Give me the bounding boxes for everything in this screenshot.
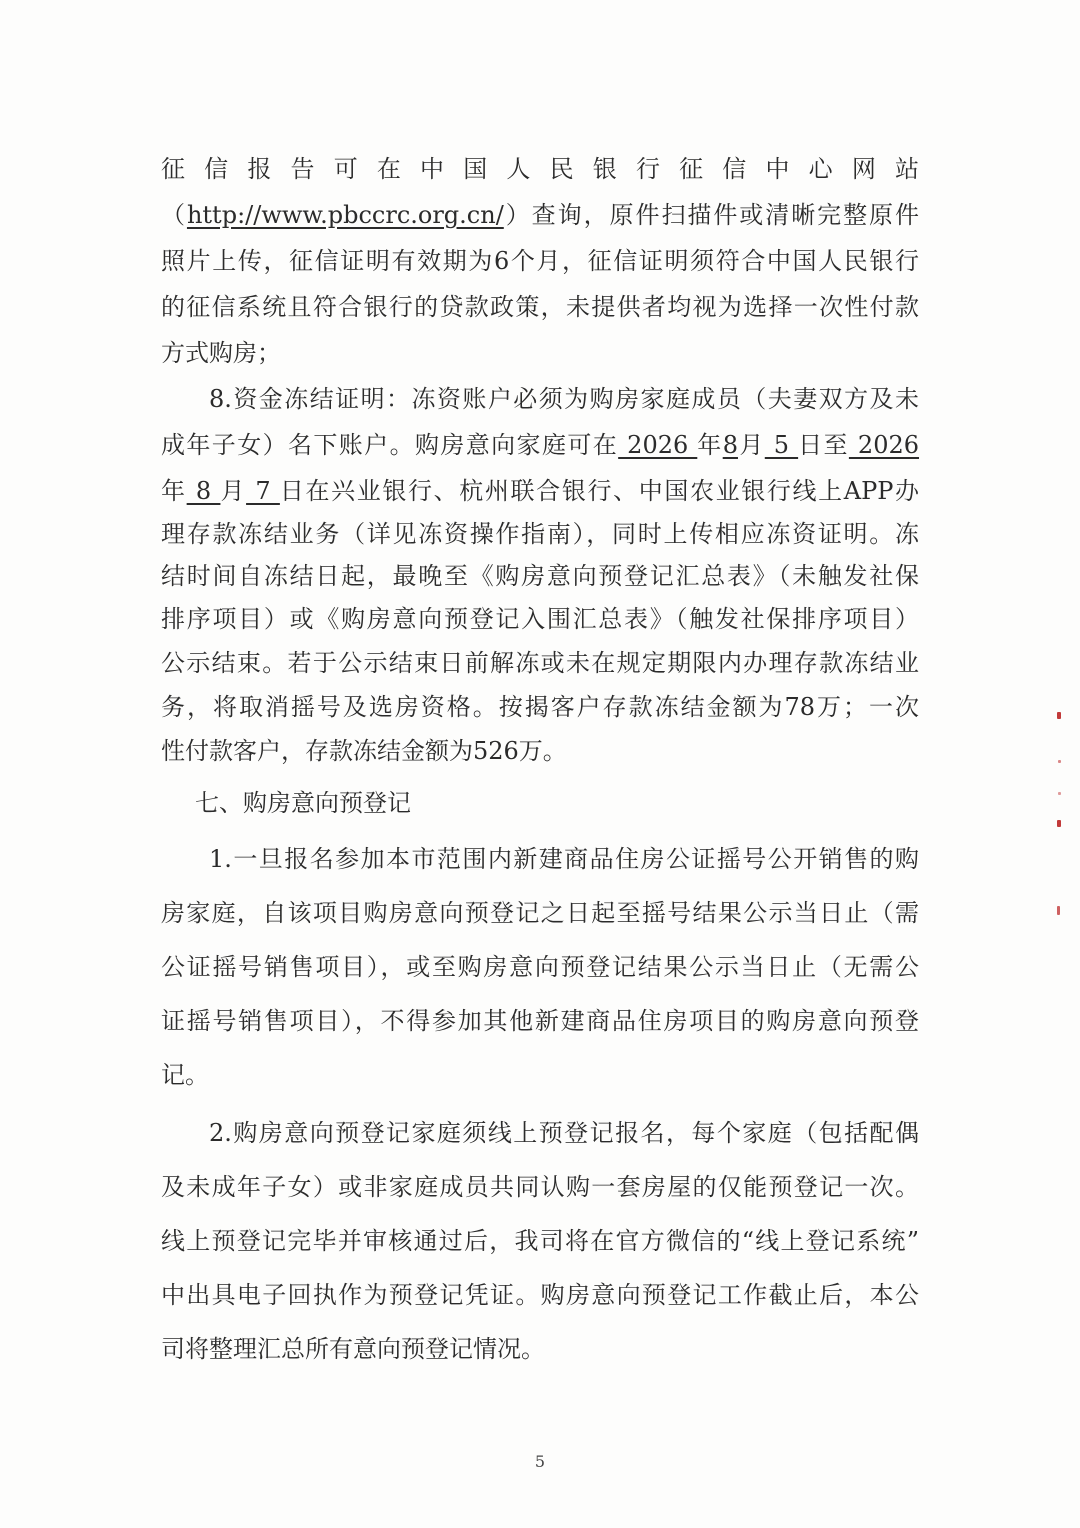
text-segment: 月 — [220, 477, 247, 505]
start-year-blank: 2026 — [618, 431, 698, 459]
red-mark — [1058, 760, 1061, 763]
end-month-blank: 8 — [186, 477, 221, 505]
text-line-18: 公证摇号销售项目），或至购房意向预登记结果公示当日止（无需公 — [161, 953, 919, 981]
text-line-14: 性付款客户，存款冻结金额为526万。 — [161, 737, 567, 765]
text-line-7 — [161, 430, 919, 460]
text-line-3: 照片上传，征信证明有效期为6个月，征信证明须符合中国人民银行 — [161, 247, 919, 275]
credit-center-url-link[interactable]: http://www.pbccrc.org.cn/ — [186, 201, 504, 229]
text-segment: 日在兴业银行、杭州联合银行、中国农业银行线上APP办 — [279, 477, 920, 505]
end-day-blank: 7 — [246, 477, 280, 505]
text-line-19: 证摇号销售项目），不得参加其他新建商品住房项目的购房意向预登 — [161, 1007, 919, 1035]
text-line-20: 记。 — [161, 1061, 209, 1089]
text-line-4: 的征信系统且符合银行的贷款政策，未提供者均视为选择一次性付款 — [161, 293, 919, 321]
red-mark — [1057, 712, 1061, 719]
red-mark — [1058, 792, 1061, 795]
section-heading: 七、购房意向预登记 — [195, 789, 411, 817]
text-line-11: 排序项目）或《购房意向预登记入围汇总表》（触发社保排序项目） — [161, 605, 919, 633]
start-day-blank: 5 — [764, 431, 799, 459]
text-line-10: 结时间自冻结日起，最晚至《购房意向预登记汇总表》（未触发社保 — [161, 562, 919, 590]
page-number: 5 — [534, 1452, 546, 1471]
text-line-23: 线上预登记完毕并审核通过后，我司将在官方微信的“线上登记系统” — [161, 1227, 919, 1255]
text-line-9: 理存款冻结业务（详见冻资操作指南），同时上传相应冻资证明。冻 — [161, 520, 919, 548]
text-line-12: 公示结束。若于公示结束日前解冻或未在规定期限内办理存款冻结业 — [161, 649, 919, 677]
item-1-first-line: 1.一旦报名参加本市范围内新建商品住房公证摇号公开销售的购 — [209, 845, 919, 873]
text-line-13: 务，将取消摇号及选房资格。按揭客户存款冻结金额为78万；一次 — [161, 693, 919, 721]
text-line-2 — [161, 200, 919, 230]
text-segment: 月 — [737, 431, 765, 459]
text-line-22: 及未成年子女）或非家庭成员共同认购一套房屋的仅能预登记一次。 — [161, 1173, 919, 1201]
item-8-heading-line: 8.资金冻结证明：冻资账户必须为购房家庭成员（夫妻双方及未 — [209, 385, 919, 413]
end-year-blank: 2026 — [848, 431, 920, 459]
bracket-open: （ — [161, 201, 187, 229]
red-mark — [1057, 906, 1060, 915]
text-segment: 年 — [697, 431, 723, 459]
item-2-first-line: 2.购房意向预登记家庭须线上预登记报名，每个家庭（包括配偶 — [209, 1119, 919, 1147]
text-line-24: 中出具电子回执作为预登记凭证。购房意向预登记工作截止后，本公 — [161, 1281, 919, 1309]
text-line-2-rest: ）查询，原件扫描件或清晰完整原件 — [503, 201, 920, 229]
red-mark — [1057, 820, 1061, 827]
text-line-1: 征信报告可在中国人民银行征信中心网站 — [161, 155, 919, 183]
start-month-blank: 8 — [722, 431, 738, 459]
text-line-8 — [161, 476, 919, 506]
text-segment: 成年子女）名下账户。购房意向家庭可在 — [161, 431, 619, 459]
text-segment: 年 — [161, 477, 187, 505]
text-segment: 日至 — [798, 431, 849, 459]
text-line-17: 房家庭，自该项目购房意向预登记之日起至摇号结果公示当日止（需 — [161, 899, 919, 927]
text-line-25: 司将整理汇总所有意向预登记情况。 — [161, 1335, 545, 1363]
text-line-5: 方式购房； — [161, 339, 281, 367]
